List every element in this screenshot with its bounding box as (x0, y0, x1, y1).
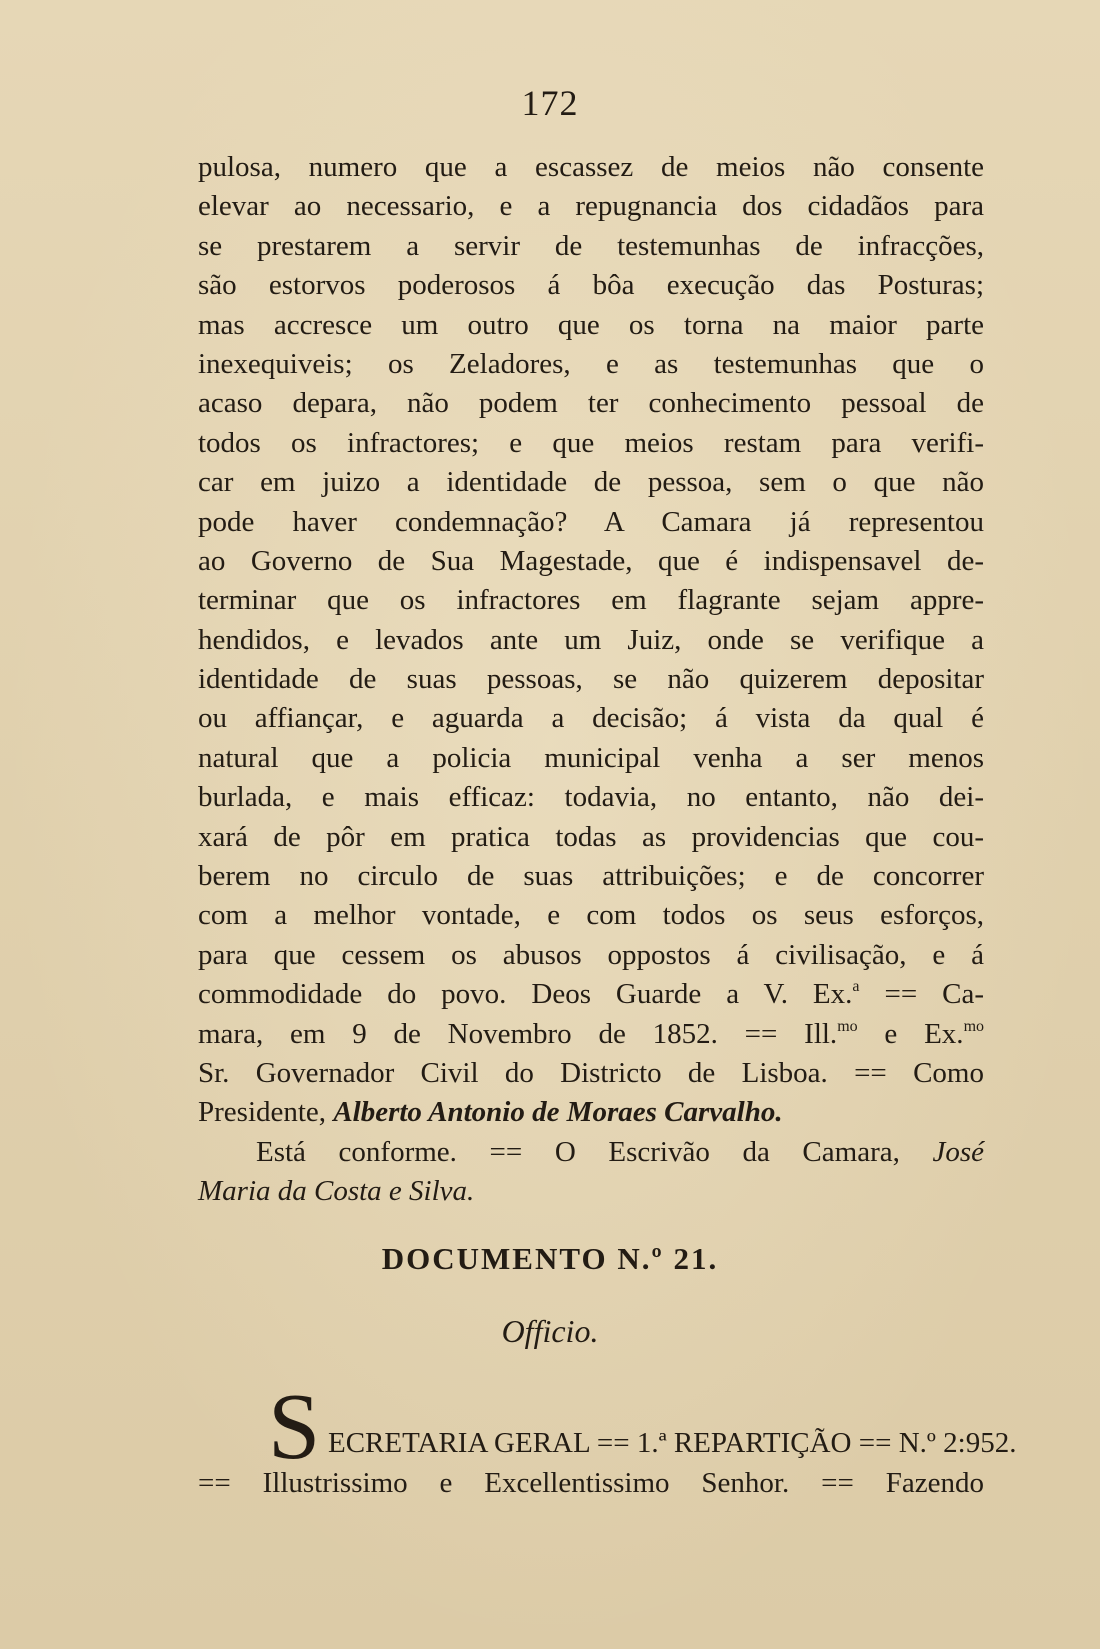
text-line: car em juizo a identidade de pessoa, sem o que não (198, 466, 984, 499)
text-line: são estorvos poderosos á bôa execução das Posturas; (198, 269, 984, 302)
text-line: commodidade do povo. Deos Guarde a V. Ex.$^a$ == Ca- (198, 978, 984, 1011)
text-line: identidade de suas pessoas, se não quizerem depositar (198, 663, 984, 696)
document-heading: DOCUMENTO N.º 21. (381, 1241, 719, 1276)
page-number: 172 (521, 83, 579, 123)
text-line: se prestarem a servir de testemunhas de infracções, (198, 229, 984, 262)
text-line: hendidos, e levados ante um Juiz, onde se verifique a (198, 623, 984, 656)
secretaria-line: ECRETARIA GERAL == 1.ª REPARTIÇÃO == N.º 2:952. (328, 1427, 1017, 1459)
text-line: berem no circulo de suas attribuições; e de concorrer (198, 860, 984, 893)
secretaria-line-2: == Illustrissimo e Excellentissimo Senhor. == Fazendo (198, 1467, 984, 1499)
text-line: xará de pôr em pratica todas as providencias que cou- (198, 820, 984, 853)
text-line: para que cessem os abusos oppostos á civilisação, e á (198, 938, 984, 971)
text-line: elevar ao necessario, e a repugnancia dos cidadãos para (198, 190, 984, 223)
text-line: Presidente, Alberto Antonio de Moraes Carvalho. (198, 1096, 783, 1129)
text-line: todos os infractores; e que meios restam para verifi- (198, 426, 984, 459)
drop-cap: S (268, 1375, 321, 1479)
text-line: burlada, e mais efficaz: todavia, no entanto, não dei- (198, 781, 984, 814)
text-line: acaso depara, não podem ter conhecimento pessoal de (198, 387, 984, 420)
text-line: com a melhor vontade, e com todos os seus esforços, (198, 899, 984, 932)
text-line: mara, em 9 de Novembro de 1852. == Ill.$^{mo}$ e Ex.$^{mo}$ (198, 1017, 985, 1050)
text-line: mas accresce um outro que os torna na maior parte (198, 308, 984, 341)
signature-name: Alberto Antonio de Moraes Carvalho. (333, 1096, 783, 1129)
text-line: Sr. Governador Civil do Districto de Lisboa. == Como (198, 1056, 984, 1089)
body-text (198, 148, 984, 1212)
text-line: Maria da Costa e Silva. (198, 1175, 475, 1208)
text-line: pode haver condemnação? A Camara já representou (198, 505, 984, 538)
text-line: natural que a policia municipal venha a ser menos (198, 741, 984, 774)
text-line: terminar que os infractores em flagrante sejam appre- (198, 584, 984, 617)
document-subheading: Officio. (501, 1313, 599, 1349)
text-line: pulosa, numero que a escassez de meios não consente (198, 151, 984, 183)
text-line: ou affiançar, e aguarda a decisão; á vista da qual é (198, 702, 984, 735)
text-line: ao Governo de Sua Magestade, que é indispensavel de- (198, 544, 984, 577)
text-line: inexequiveis; os Zeladores, e as testemunhas que o (198, 347, 984, 380)
text-line: Está conforme. == O Escrivão da Camara, José (256, 1135, 984, 1168)
